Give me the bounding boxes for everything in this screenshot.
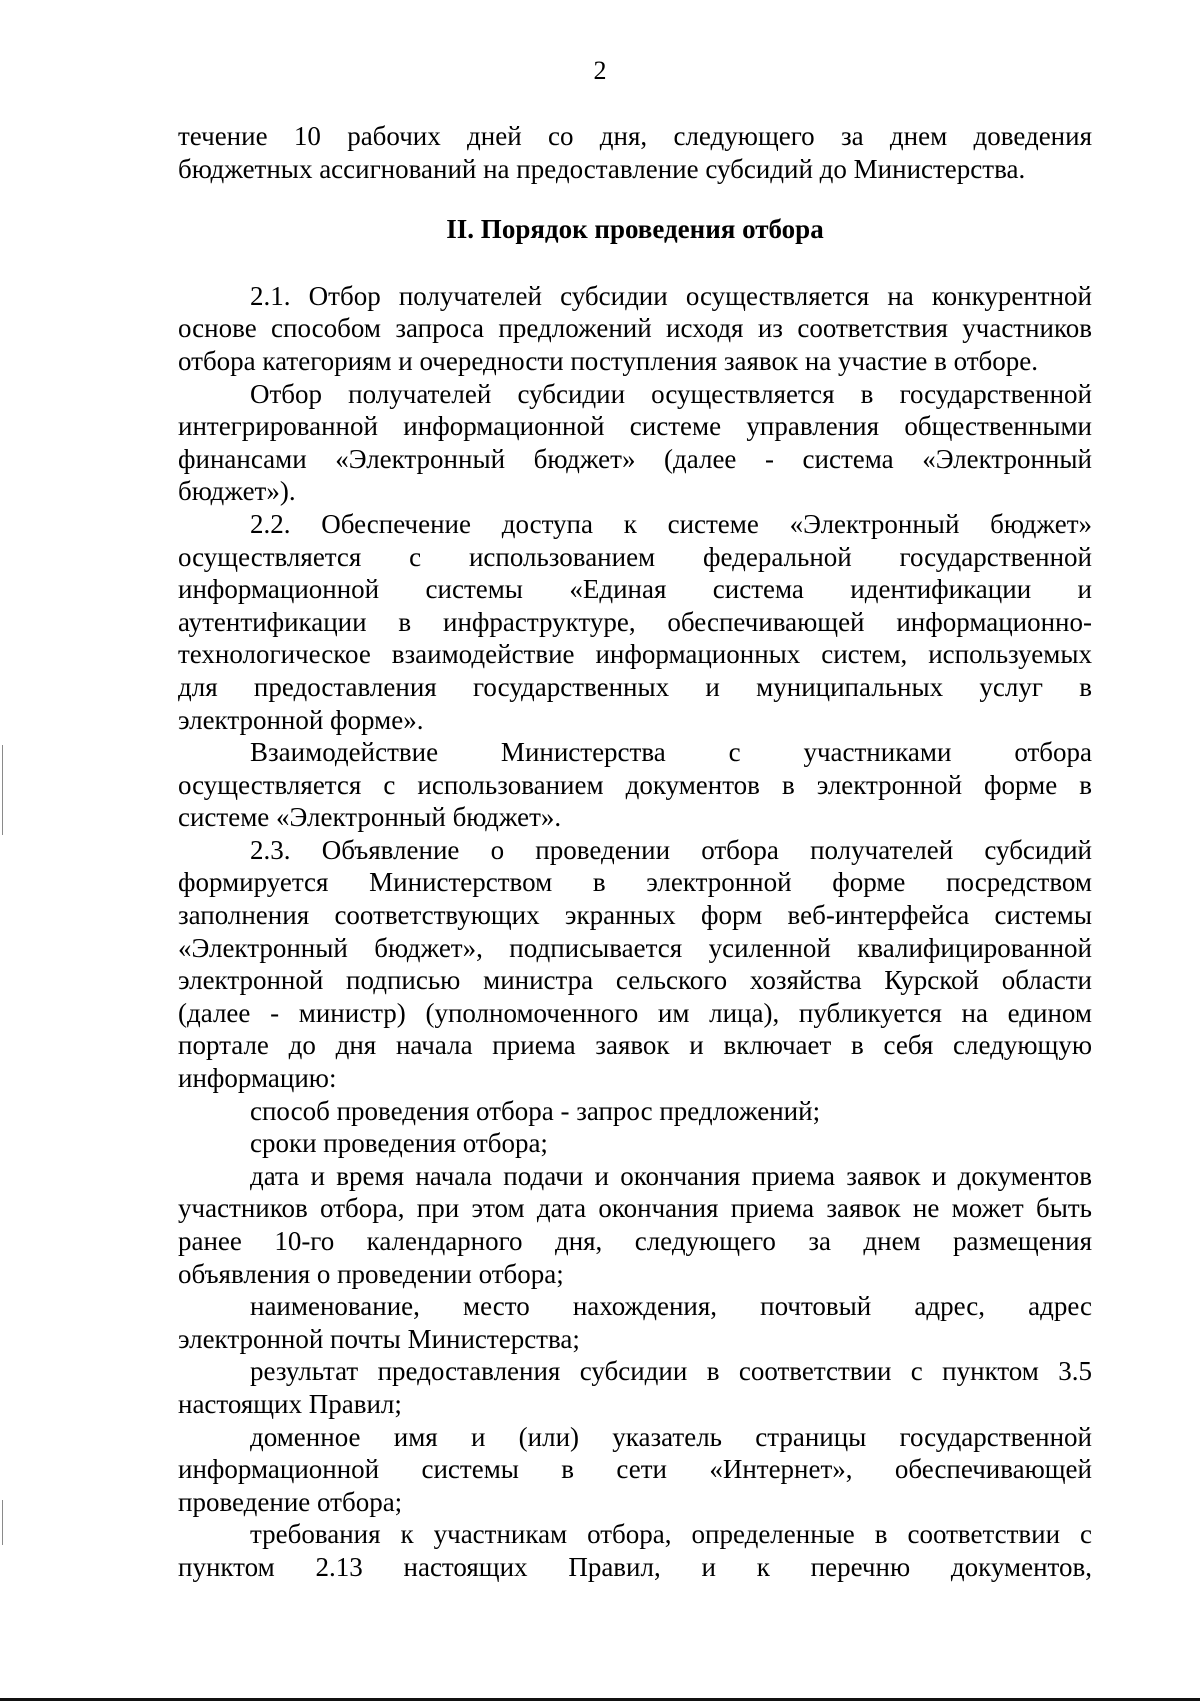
text-line: 2.1. Отбор получателей субсидии осуществляется на конкурентной (250, 280, 1092, 311)
scan-edge-mark (2, 1500, 3, 1545)
text-line: осуществляется с использованием федеральной государственной (178, 541, 1092, 572)
text-line: информационной системы «Единая система идентификации и (178, 574, 1092, 605)
text-line: 2.2. Обеспечение доступа к системе «Электронный бюджет» (250, 508, 1092, 539)
text-line: результат предоставления субсидии в соответствии с пунктом 3.5 (250, 1356, 1092, 1387)
text-line: наименование, место нахождения, почтовый адрес, адрес (250, 1291, 1092, 1322)
text-line: заполнения соответствующих экранных форм веб-интерфейса системы (178, 900, 1092, 931)
scan-edge-mark (2, 745, 3, 835)
text-line: течение 10 рабочих дней со дня, следующего за днем доведения (178, 121, 1092, 151)
text-line: «Электронный бюджет», подписывается усиленной квалифицированной (178, 932, 1092, 963)
text-line: аутентификации в инфраструктуре, обеспечивающей информационно- (178, 606, 1092, 637)
text-line: для предоставления государственных и муниципальных услуг в (178, 671, 1092, 702)
list-item: способ проведения отбора - запрос предложений; (250, 1095, 821, 1126)
document-body (178, 120, 1092, 1584)
text-line: технологическое взаимодействие информационных систем, используемых (178, 639, 1092, 670)
text-line: бюджет»). (178, 476, 296, 507)
text-line: проведение отбора; (178, 1486, 403, 1517)
text-line: требования к участникам отбора, определенные в соответствии с (250, 1519, 1092, 1550)
text-line: финансами «Электронный бюджет» (далее - система «Электронный (178, 443, 1092, 474)
text-line: ранее 10-го календарного дня, следующего за днем размещения (178, 1226, 1092, 1256)
text-line: основе способом запроса предложений исходя из соответствия участников (178, 313, 1092, 344)
text-line: электронной почты Министерства; (178, 1323, 580, 1354)
text-line: информационной системы в сети «Интернет», обеспечивающей (178, 1454, 1092, 1485)
text-line: электронной форме». (178, 704, 424, 735)
text-line: (далее - министр) (уполномоченного им лица), публикуется на едином (178, 997, 1092, 1028)
section-heading: II. Порядок проведения отбора (446, 214, 824, 245)
text-line: 2.3. Объявление о проведении отбора получателей субсидий (250, 834, 1092, 865)
text-line: Отбор получателей субсидии осуществляется в государственной (250, 378, 1092, 409)
text-line: объявления о проведении отбора; (178, 1258, 564, 1289)
text-line: электронной подписью министра сельского хозяйства Курской области (178, 965, 1092, 996)
text-line: отбора категориям и очередности поступления заявок на участие в отборе. (178, 345, 1038, 376)
text-line: доменное имя и (или) указатель страницы государственной (250, 1421, 1092, 1452)
text-line: участников отбора, при этом дата окончания приема заявок не может быть (178, 1193, 1092, 1224)
text-line: системе «Электронный бюджет». (178, 802, 562, 833)
page-number: 2 (593, 56, 607, 85)
list-item: сроки проведения отбора; (250, 1128, 548, 1159)
text-line: информацию: (178, 1063, 337, 1094)
scan-bottom-border (0, 1698, 1200, 1701)
text-line: формируется Министерством в электронной форме посредством (178, 867, 1092, 898)
text-line: дата и время начала подачи и окончания приема заявок и документов (250, 1160, 1092, 1191)
text-line: осуществляется с использованием документов в электронной форме в (178, 769, 1092, 800)
text-line: Взаимодействие Министерства с участниками отбора (250, 737, 1092, 768)
text-line: портале до дня начала приема заявок и включает в себя следующую (178, 1030, 1092, 1061)
text-line: пунктом 2.13 настоящих Правил, и к перечню документов, (178, 1551, 1092, 1582)
text-line: интегрированной информационной системе управления общественными (178, 411, 1092, 442)
text-line: настоящих Правил; (178, 1388, 402, 1419)
text-line: бюджетных ассигнований на предоставление субсидий до Министерства. (178, 153, 1026, 184)
